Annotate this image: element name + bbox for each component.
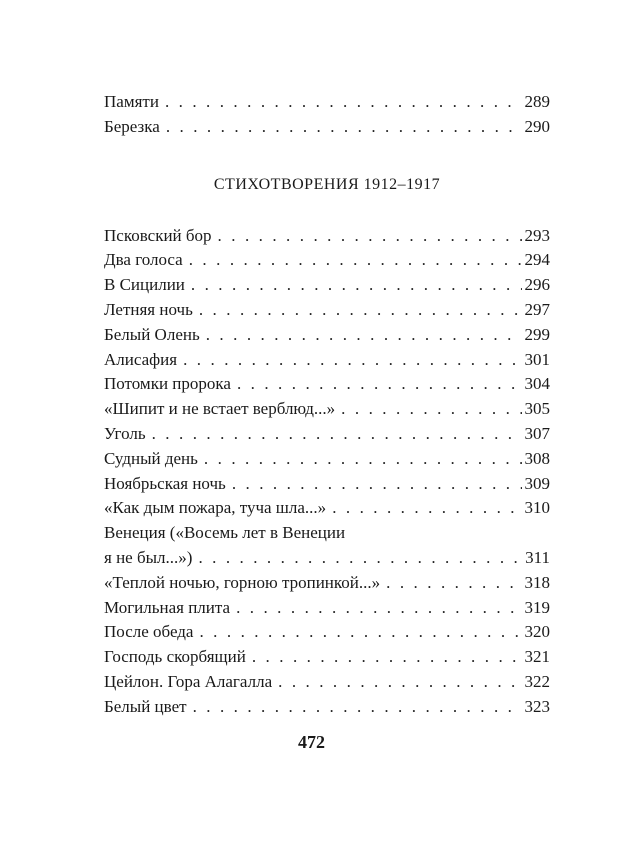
toc-entry-title: Могильная плита [104,597,231,617]
toc-entry-page: 296 [524,275,550,295]
toc-entry-page: 305 [524,399,550,419]
toc-group-poems [104,224,550,720]
toc-entry-page: 321 [524,647,550,667]
dot-leader [165,90,522,115]
toc-entry-page: 310 [524,498,550,518]
toc-entry-page: 289 [524,92,550,111]
toc-entry [104,645,550,670]
dot-leader [341,397,521,422]
toc-entry-page: 290 [524,116,550,136]
dot-leader [189,248,522,273]
dot-leader [386,571,521,596]
dot-leader [332,496,521,521]
toc-entry [104,546,550,571]
toc-entry-page: 293 [524,225,550,245]
toc-entry [104,248,550,273]
toc-entry-page: 322 [524,671,550,691]
toc-entry [104,695,550,720]
toc-entry-multiline [104,521,550,571]
dot-leader [198,546,522,571]
toc-entry-title: Алисафия [104,349,178,369]
toc-entry-title: В Сицилии [104,275,185,295]
toc-entry [104,224,550,249]
dot-leader [166,115,522,140]
toc-entry-title: Летняя ночь [104,299,193,319]
toc-entry-page: 304 [524,374,550,394]
toc-entry [104,372,550,397]
dot-leader [183,348,521,373]
dot-leader [199,298,522,323]
toc-entry-page: 319 [524,597,550,617]
toc-entry-title: Уголь [104,423,146,443]
toc-entry-title: Господь скорбящий [104,647,246,667]
toc-entry-title: «Теплой ночью, горною тропинкой...» [104,572,381,592]
dot-leader [206,323,522,348]
toc-entry [104,348,550,373]
toc-entry-page: 299 [524,324,550,344]
toc-entry-title: Ноябрьская ночь [104,473,226,493]
toc-entry [104,472,550,497]
section-heading: СТИХОТВОРЕНИЯ 1912–1917 [213,175,441,193]
toc-entry-title-line1: Венеция («Восемь лет в Венеции [104,523,346,543]
dot-leader [236,596,521,621]
toc-entry [104,323,550,348]
toc-group-top [104,90,550,140]
toc-entry-title: Псковский бор [104,225,212,245]
toc-entry [104,298,550,323]
toc-entry-page: 318 [524,572,550,592]
dot-leader [218,224,522,249]
toc-entry-page: 323 [524,696,550,716]
toc-entry [104,397,550,422]
toc-entry-title: Памяти [104,92,159,111]
toc-entry-title: «Как дым пожара, туча шла...» [104,498,327,518]
toc-entry [104,670,550,695]
toc-entry-page: 301 [524,349,550,369]
dot-leader [252,645,522,670]
toc-entry-page: 307 [524,423,550,443]
toc-entry-page: 308 [524,448,550,468]
dot-leader [278,670,521,695]
toc-entry [104,422,550,447]
toc-entry [104,596,550,621]
dot-leader [193,695,522,720]
dot-leader [191,273,522,298]
toc-entry-title: Белый цвет [104,696,187,716]
toc-entry-page: 294 [524,250,550,270]
toc-entry-title: «Шипит и не встает верблюд...» [104,399,336,419]
toc-entry-page: 309 [524,473,550,493]
page-number: 472 [298,732,325,752]
toc-entry-title: Судный день [104,448,198,468]
dot-leader [199,620,521,645]
toc-entry-title: Потомки пророка [104,374,231,394]
toc-entry [104,496,550,521]
toc-entry-title: Березка [104,116,160,136]
toc-entry-title: Цейлон. Гора Алагалла [104,671,273,691]
dot-leader [152,422,522,447]
table-of-contents [104,90,550,720]
toc-entry-page: 320 [524,622,550,642]
dot-leader [204,447,522,472]
toc-entry-title: Два голоса [104,250,183,270]
toc-entry-title: После обеда [104,622,194,642]
toc-entry [104,620,550,645]
toc-entry-title-line2: я не был...») [104,547,193,567]
dot-leader [237,372,522,397]
toc-entry [104,447,550,472]
toc-entry [104,90,550,115]
toc-entry-page: 311 [525,547,550,567]
toc-entry-title: Белый Олень [104,324,200,344]
toc-entry [104,273,550,298]
dot-leader [232,472,522,497]
toc-entry [104,571,550,596]
toc-entry-page: 297 [524,299,550,319]
toc-entry [104,115,550,140]
